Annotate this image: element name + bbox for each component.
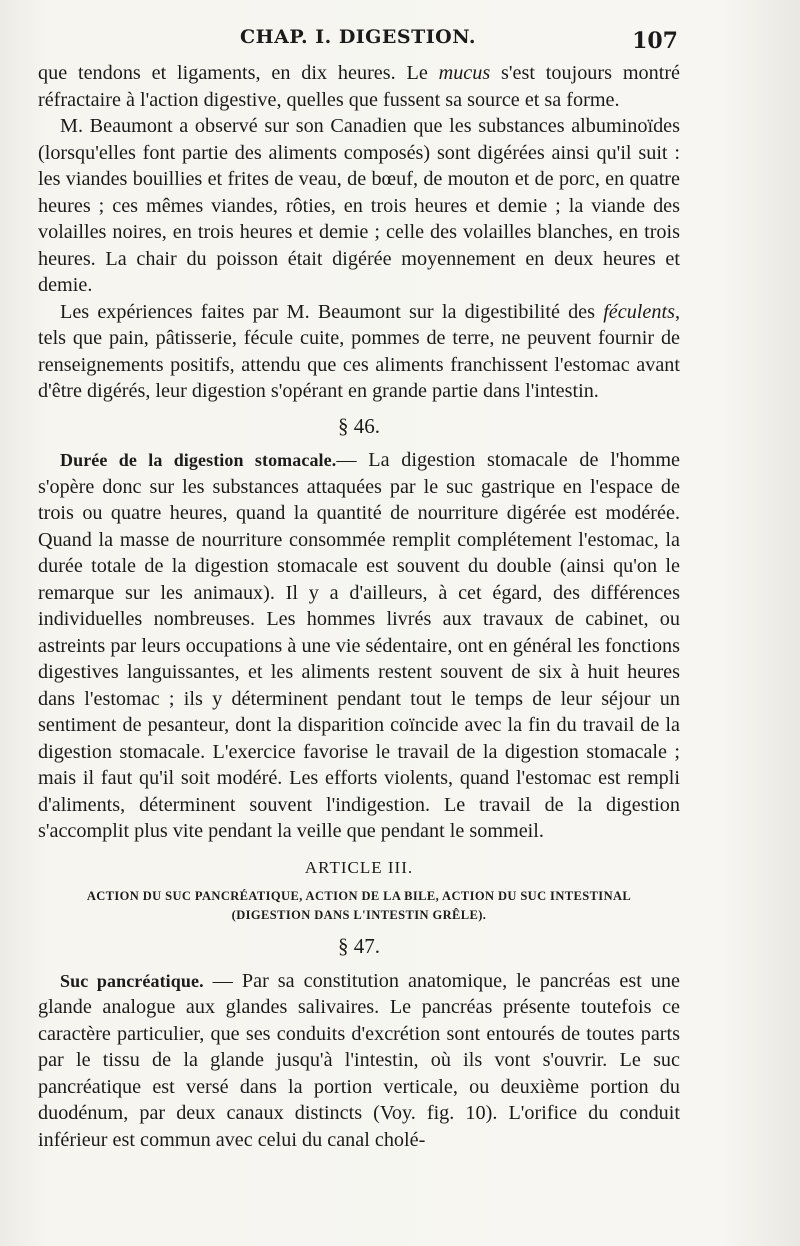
section-47-paragraph	[38, 968, 680, 1154]
section-46-text: — La digestion stomacale de l'homme s'opère donc sur les substances attaquées par le suc gastrique en l'espace de trois ou quatre heures, quand la quantité de nourriture digérée est modérée. Quand la masse de nourriture consommée remplit complétement l'estomac, la durée totale de la digestion stomacale est souvent du double (ainsi qu'on le remarque sur les animaux). Il y a d'ailleurs, à cet égard, des différences individuelles nombreuses. Les hommes livrés aux travaux de cabinet, ou astreints par leurs occupations à une vie sédentaire, ont en général les fonctions digestives languissantes, et les aliments restent souvent de six à huit heures dans l'estomac ; ils y déterminent pendant tout le temps de leur séjour un sentiment de pesanteur, dont la disparition coïncide avec la fin du travail de la digestion stomacale. L'exercice favorise le travail de la digestion stomacale ; mais il faut qu'il soit modéré. Les efforts violents, quand l'estomac est rempli d'aliments, déterminent souvent l'indigestion. Le travail de la digestion s'accomplit plus vite pendant la veille que pendant le sommeil.	[38, 449, 680, 842]
article-title-line-1: ACTION DU SUC PANCRÉATIQUE, ACTION DE LA BILE, ACTION DU SUC INTESTINAL	[86, 889, 632, 903]
paragraph-1-italic: mucus	[438, 62, 491, 84]
paragraph-3-part-a: Les expériences faites par M. Beaumont sur la digestibilité des	[60, 300, 604, 323]
running-head: CHAP. I. DIGESTION.	[240, 26, 476, 48]
paragraph-1	[38, 60, 680, 113]
section-47-text: — Par sa constitution anatomique, le pancréas est une glande analogue aux glandes salivaires. Le pancréas présente toutefois ce caractère particulier, que ses conduits d'excrétion sont entourés de toutes parts par le tissu de la glande jusqu'à l'intestin, où ils vont s'ouvrir. Le suc pancréatique est versé dans la portion verticale, ou deuxième portion du duodénum, par deux canaux distincts (Voy. fig. 10). L'orifice du conduit inférieur est commun avec celui du canal cholé-	[38, 969, 680, 1151]
section-46-paragraph	[38, 447, 680, 845]
page-number: 107	[632, 28, 678, 54]
section-47-run-in-heading: Suc pancréatique.	[60, 970, 204, 991]
paragraph-2: M. Beaumont a observé sur son Canadien que les substances albuminoïdes (lorsqu'elles font partie des aliments composés) sont digérées ainsi qu'il suit : les viandes bouillies et frites de veau, de bœuf, de mouton et de porc, en quatre heures ; ces mêmes viandes, rôties, en trois heures et demie ; la viande des volailles noires, en trois heures et demie ; celle des volailles blanches, en trois heures. La chair du poisson était digérée moyennement en deux heures et demie.	[38, 115, 680, 296]
article-title-line-2: (DIGESTION DANS L'INTESTIN GRÊLE).	[231, 908, 487, 922]
section-47-heading: § 47.	[338, 934, 380, 958]
article-label: ARTICLE III.	[304, 857, 414, 877]
paragraph-1-part-a: que tendons et ligaments, en dix heures. Le	[38, 62, 439, 84]
paragraph-3-italic: féculents	[603, 300, 675, 323]
paragraph-1-part-b: s'est toujours montré réfractaire à l'action digestive, quelles que fussent sa source et sa forme.	[38, 62, 680, 111]
page-header	[38, 22, 678, 62]
article-title	[38, 887, 680, 925]
section-46-run-in-heading: Durée de la digestion stomacale.	[60, 450, 337, 470]
page-body	[38, 60, 680, 1153]
paragraph-3-part-b: , tels que pain, pâtisserie, fécule cuite, pommes de terre, ne peuvent fournir de renseignements positifs, attendu que ces aliments franchissent l'estomac avant d'être digérés, leur digestion s'opérant en grande partie dans l'intestin.	[38, 300, 680, 402]
paragraph-3	[38, 299, 680, 405]
section-46-heading: § 46.	[338, 413, 380, 438]
